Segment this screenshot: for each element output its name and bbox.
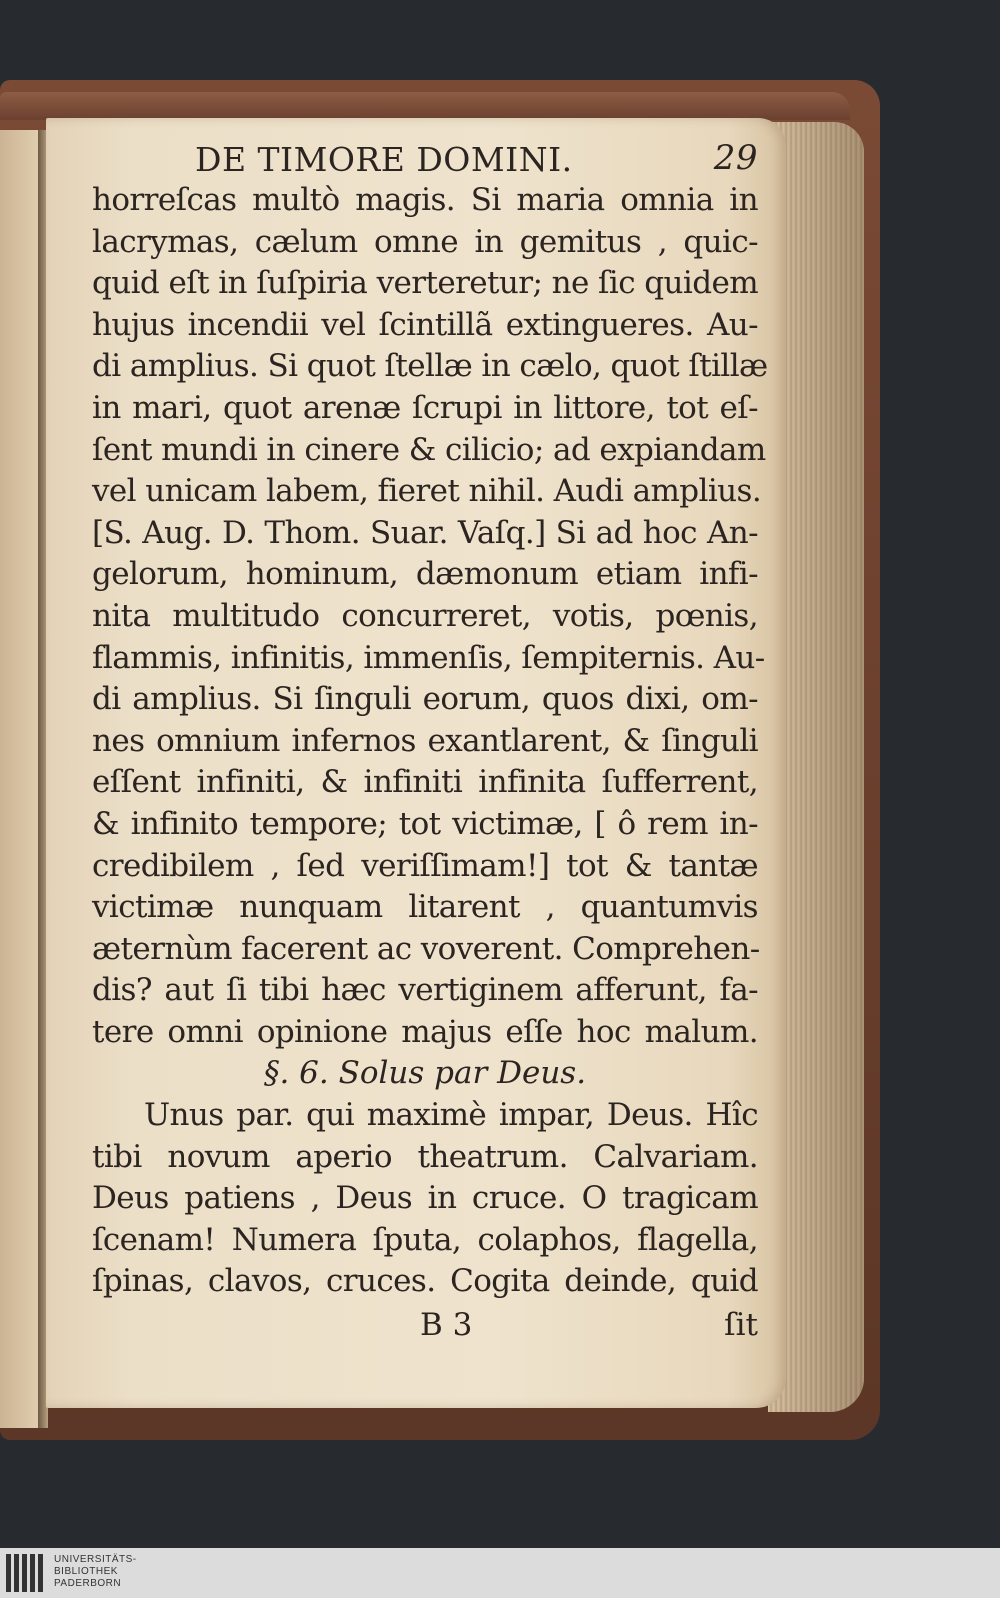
text-line: quid eſt in ſuſpiria verteretur; ne ſic quidem	[92, 265, 758, 302]
library-footer	[0, 1548, 1000, 1598]
text-line: ſcenam! Numera ſputa, colaphos, flagella,	[92, 1221, 758, 1258]
text-line: ſent mundi in cinere & cilicio; ad expiandam	[92, 431, 766, 468]
text-line: gelorum, hominum, dæmonum etiam infi-	[92, 556, 758, 593]
text-line: nita multitudo concurreret, votis, pœnis,	[92, 597, 758, 634]
text-line: Deus patiens , Deus in cruce. O tragicam	[92, 1180, 758, 1217]
text-line: in mari, quot arenæ ſcrupi in littore, tot eſ-	[92, 389, 758, 426]
running-head	[92, 136, 758, 180]
text-line: Unus par. qui maximè impar, Deus. Hîc	[144, 1097, 758, 1134]
text-line: ſpinas, clavos, cruces. Cogita deinde, quid	[92, 1263, 758, 1300]
text-line: hujus incendii vel ſcintillã extingueres. Au-	[92, 306, 758, 343]
book-spine-edge	[0, 92, 850, 120]
text-line: victimæ nunquam litarent , quantumvis	[92, 889, 758, 926]
text-line: flammis, infinitis, immenſis, ſempiternis. Au-	[92, 639, 765, 676]
text-line: dis? aut ſi tibi hæc vertiginem afferunt, fa-	[92, 972, 758, 1009]
text-line: di amplius. Si ſinguli eorum, quos dixi, om-	[92, 681, 758, 718]
text-line: tere omni opinione majus eſſe hoc malum.	[92, 1013, 758, 1050]
text-line: horreſcas multò magis. Si maria omnia in	[92, 182, 758, 218]
library-logo-icon	[6, 1554, 46, 1592]
text-line: credibilem , ſed veriſſimam!] tot & tantæ	[92, 847, 758, 884]
page-foot	[92, 1303, 758, 1347]
text-line: & infinito tempore; tot victimæ, [ ô rem in-	[92, 805, 758, 842]
text-line: tibi novum aperio theatrum. Calvariam.	[92, 1138, 758, 1175]
text-line: lacrymas, cælum omne in gemitus , quic-	[92, 223, 758, 260]
text-line: vel unicam labem, fieret nihil. Audi amplius.	[92, 473, 762, 510]
section-heading: §. 6. Solus par Deus.	[263, 1055, 587, 1092]
text-line: [S. Aug. D. Thom. Suar. Vaſq.] Si ad hoc An-	[92, 514, 758, 551]
text-lines	[92, 180, 768, 1303]
page-text-block	[92, 136, 768, 1347]
signature-mark: B 3	[420, 1307, 473, 1344]
text-line: di amplius. Si quot ſtellæ in cælo, quot ſtillæ	[92, 348, 768, 385]
text-line: æternùm facerent ac voverent. Comprehen-	[92, 930, 760, 967]
page-number: 29	[713, 138, 758, 178]
catchword: ſit	[724, 1307, 758, 1344]
library-logo-text: UNIVERSITÄTS- BIBLIOTHEK PADERBORN	[54, 1554, 137, 1589]
text-line: nes omnium infernos exantlarent, & ſinguli	[92, 722, 758, 759]
text-line: eſſent infiniti, & infiniti infinita ſufferrent,	[92, 764, 758, 801]
running-head-title: DE TIMORE DOMINI.	[195, 140, 573, 179]
